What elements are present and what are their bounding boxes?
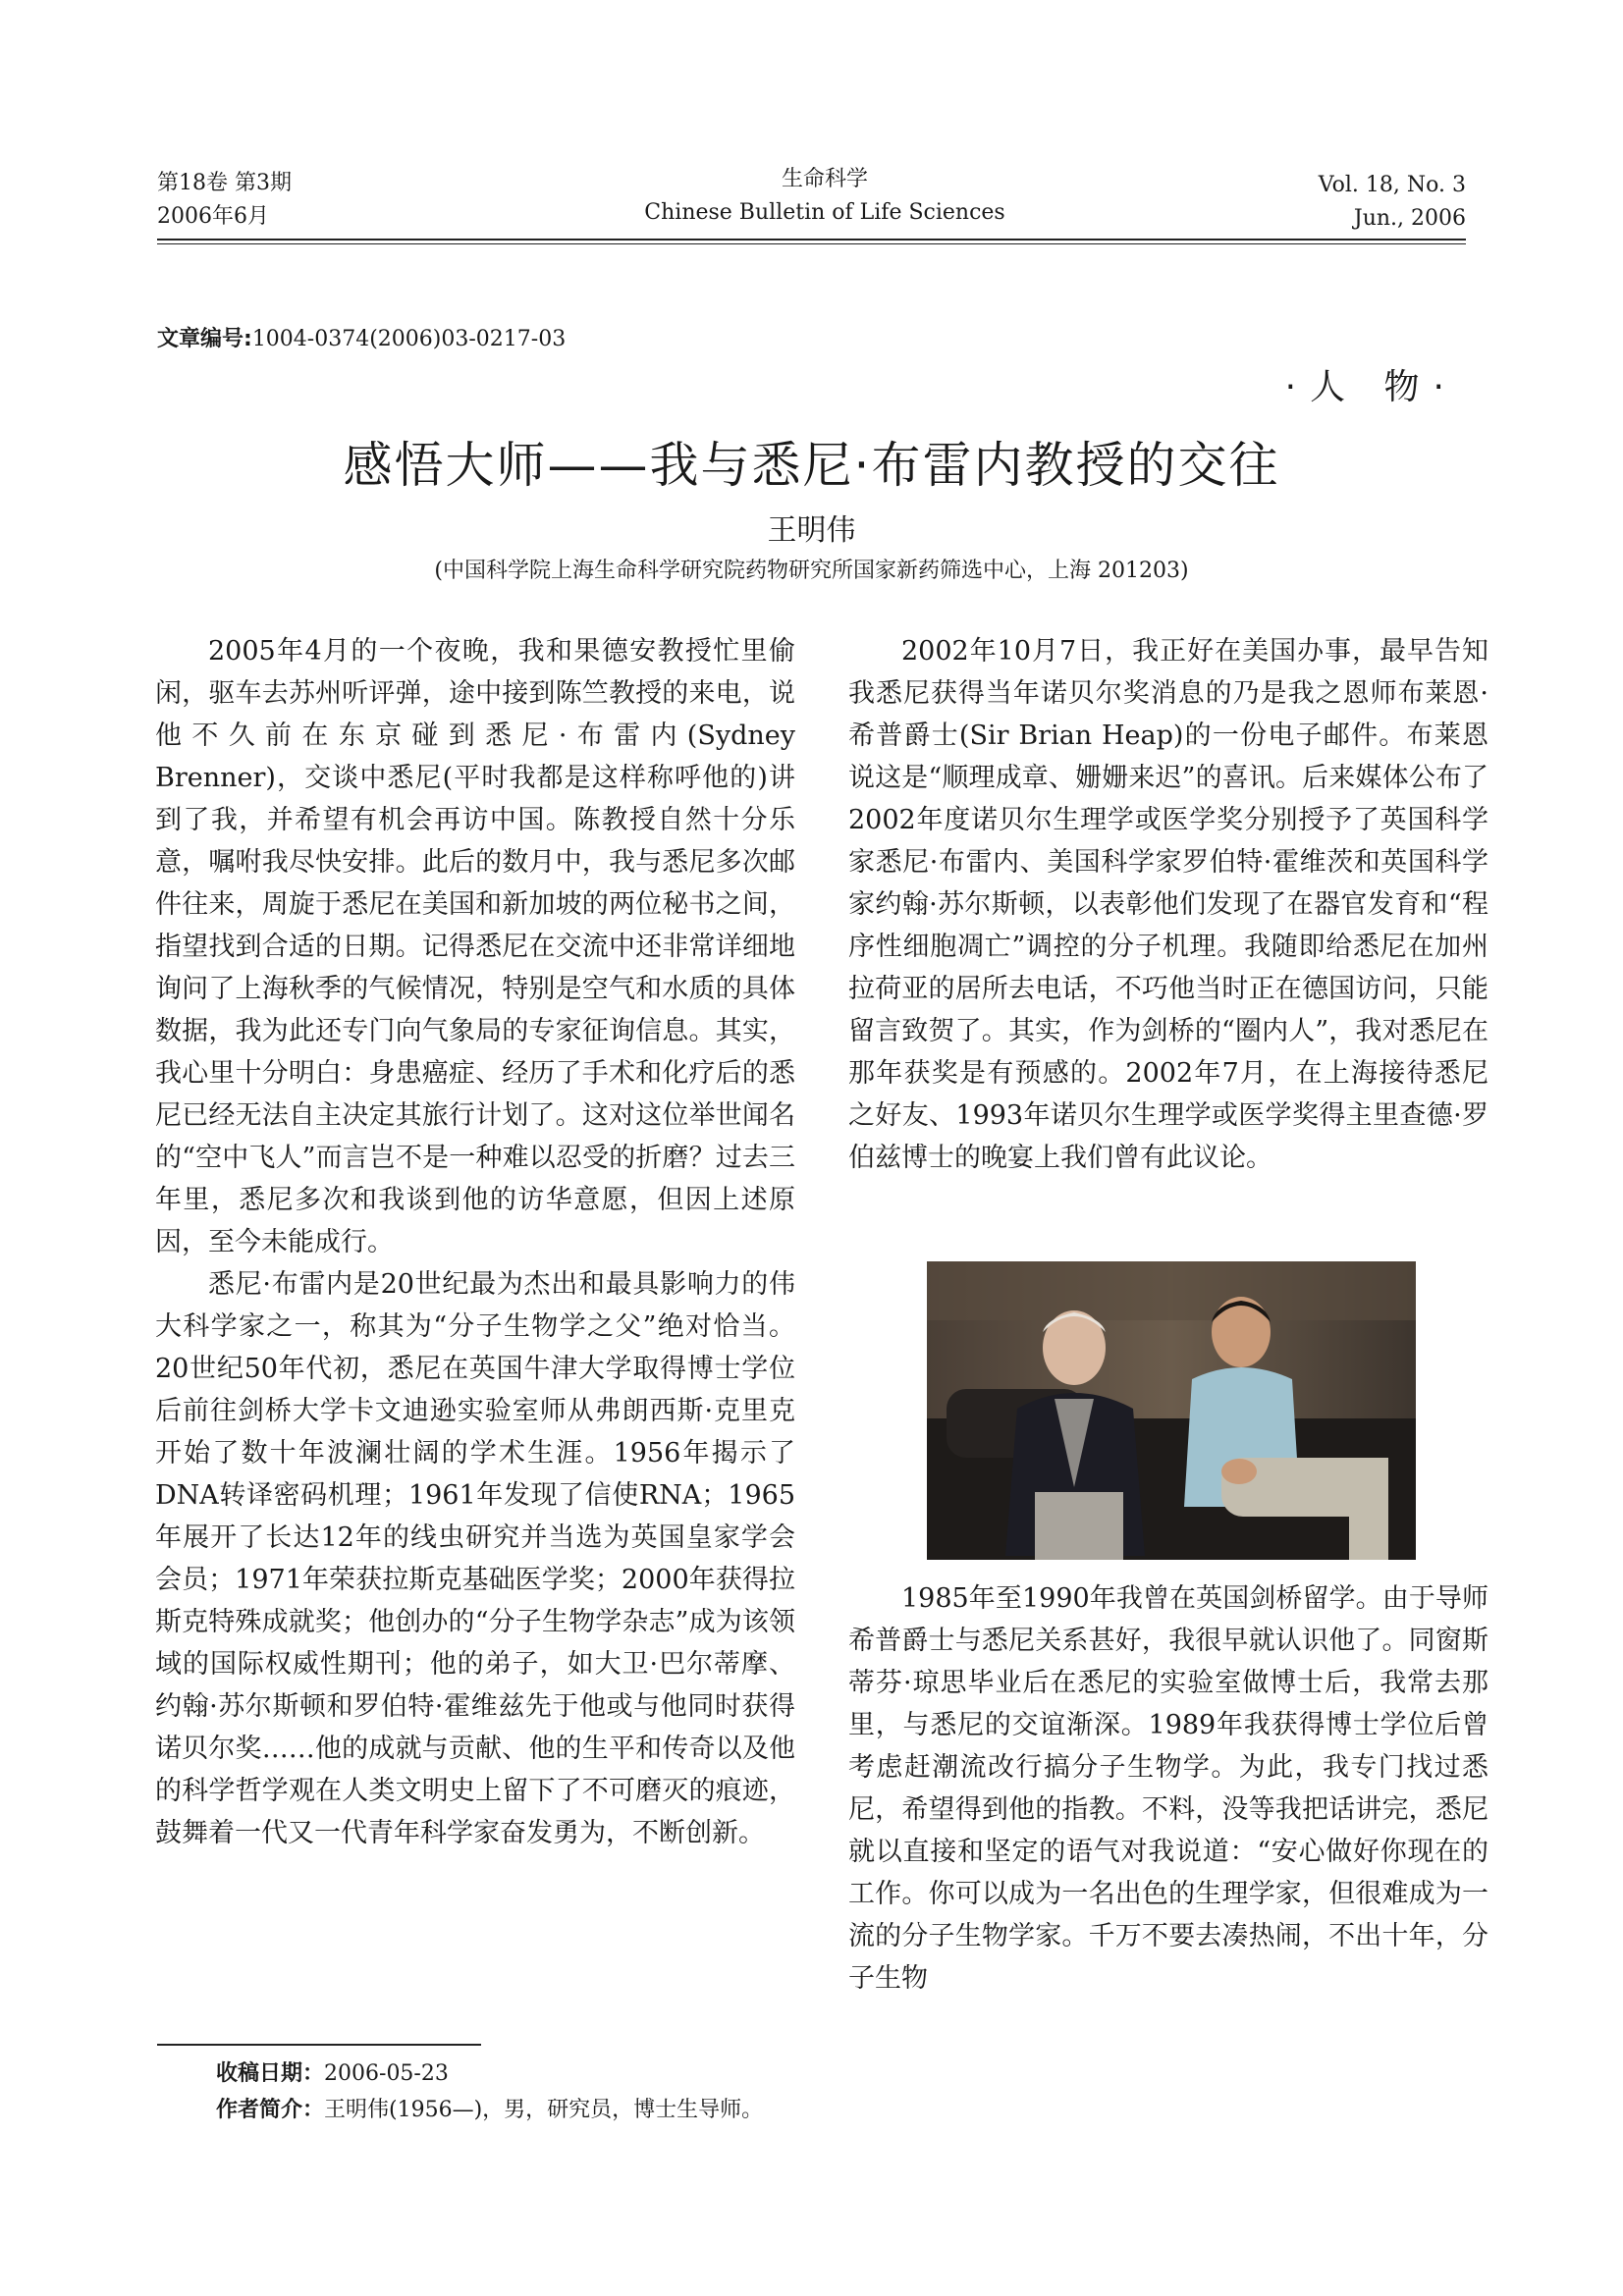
bio-label: 作者简介： xyxy=(216,2098,325,2122)
body-column-left xyxy=(155,630,795,1854)
date-en: Jun., 2006 xyxy=(1353,206,1466,231)
received-label: 收稿日期： xyxy=(216,2061,325,2086)
article-title: 感悟大师——我与悉尼·布雷内教授的交往 xyxy=(343,437,1280,494)
volume-issue-en: Vol. 18, No. 3 xyxy=(1318,173,1466,197)
header-rule xyxy=(157,239,1466,240)
photo-illustration xyxy=(927,1261,1416,1560)
author-affiliation: (中国科学院上海生命科学研究院药物研究所国家新药筛选中心，上海 201203) xyxy=(434,559,1189,583)
section-label: ·人 物· xyxy=(1284,367,1458,407)
volume-issue-cn: 第18卷 第3期 xyxy=(157,171,292,195)
header-left xyxy=(157,167,292,234)
paragraph: 悉尼·布雷内是20世纪最为杰出和最具影响力的伟大科学家之一，称其为“分子生物学之父”绝对恰当。20世纪50年代初，悉尼在英国牛津大学取得博士学位后前往剑桥大学卡文迪逊实验室师从弗朗西斯·克里克开始了数十年波澜壮阔的学术生涯。1956年揭示了DNA转译密码机理；1961年发现了信使RNA；1965年展开了长达12年的线虫研究并当选为英国皇家学会会员；1971年荣获拉斯克基础医学奖；2000年获得拉斯克特殊成就奖；他创办的“分子生物学杂志”成为该领域的国际权威性期刊；他的弟子，如大卫·巴尔蒂摩、约翰·苏尔斯顿和罗伯特·霍维兹先于他或与他同时获得诺贝尔奖……他的成就与贡献、他的生平和传奇以及他的科学哲学观在人类文明史上留下了不可磨灭的痕迹，鼓舞着一代又一代青年科学家奋发勇为，不断创新。 xyxy=(155,1269,795,1848)
received-date: 2006-05-23 xyxy=(324,2061,449,2086)
article-number xyxy=(157,322,566,352)
article-number-value: 1004-0374(2006)03-0217-03 xyxy=(251,327,567,351)
body-column-right-bottom xyxy=(848,1577,1488,2000)
body-column-right-top xyxy=(848,630,1488,1179)
article-number-label: 文章编号: xyxy=(157,327,252,351)
author-name: 王明伟 xyxy=(767,513,856,548)
header-right xyxy=(1319,169,1466,236)
journal-name-cn: 生命科学 xyxy=(781,167,868,191)
header-center xyxy=(550,163,1100,230)
paragraph: 2005年4月的一个夜晚，我和果德安教授忙里偷闲，驱车去苏州听评弹，途中接到陈竺教授的来电，说他不久前在东京碰到悉尼·布雷内(Sydney Brenner)，交谈中悉尼(平时我都是这样称呼他的)讲到了我，并希望有机会再访中国。陈教授自然十分乐意，嘱咐我尽快安排。此后的数月中，我与悉尼多次邮件往来，周旋于悉尼在美国和新加坡的两位秘书之间，指望找到合适的日期。记得悉尼在交流中还非常详细地询问了上海秋季的气候情况，特别是空气和水质的具体数据，我为此还专门向气象局的专家征询信息。其实，我心里十分明白：身患癌症、经历了手术和化疗后的悉尼已经无法自主决定其旅行计划了。这对这位举世闻名的“空中飞人”而言岂不是一种难以忍受的折磨？过去三年里，悉尼多次和我谈到他的访华意愿，但因上述原因，至今未能成行。 xyxy=(155,636,795,1257)
photo-author-with-brenner xyxy=(927,1261,1416,1560)
header-rule-thin xyxy=(157,243,1466,244)
journal-name-en: Chinese Bulletin of Life Sciences xyxy=(644,200,1005,225)
paragraph: 1985年至1990年我曾在英国剑桥留学。由于导师希普爵士与悉尼关系甚好，我很早就认识他了。同窗斯蒂芬·琼思毕业后在悉尼的实验室做博士后，我常去那里，与悉尼的交谊渐深。1989年我获得博士学位后曾考虑赶潮流改行搞分子生物学。为此，我专门找过悉尼，希望得到他的指教。不料，没等我把话讲完，悉尼就以直接和坚定的语气对我说道：“安心做好你现在的工作。你可以成为一名出色的生理学家，但很难成为一流的分子生物学家。千万不要去凑热闹，不出十年，分子生物 xyxy=(848,1583,1488,1994)
footnote-author-bio xyxy=(216,2094,763,2127)
bio-text: 王明伟(1956—)，男，研究员，博士生导师。 xyxy=(324,2098,764,2122)
date-cn: 2006年6月 xyxy=(157,204,269,229)
paragraph: 2002年10月7日，我正好在美国办事，最早告知我悉尼获得当年诺贝尔奖消息的乃是我之恩师布莱恩·希普爵士(Sir Brian Heap)的一份电子邮件。布莱恩说这是“顺理成章、姗姗来迟”的喜讯。后来媒体公布了2002年度诺贝尔生理学或医学奖分别授予了英国科学家悉尼·布雷内、美国科学家罗伯特·霍维茨和英国科学家约翰·苏尔斯顿，以表彰他们发现了在器官发育和“程序性细胞凋亡”调控的分子机理。我随即给悉尼在加州拉荷亚的居所去电话，不巧他当时正在德国访问，只能留言致贺了。其实，作为剑桥的“圈内人”，我对悉尼在那年获奖是有预感的。2002年7月，在上海接待悉尼之好友、1993年诺贝尔生理学或医学奖得主里查德·罗伯兹博士的晚宴上我们曾有此议论。 xyxy=(848,636,1488,1173)
footnote-received xyxy=(216,2057,449,2091)
footnote-rule xyxy=(157,2044,481,2046)
